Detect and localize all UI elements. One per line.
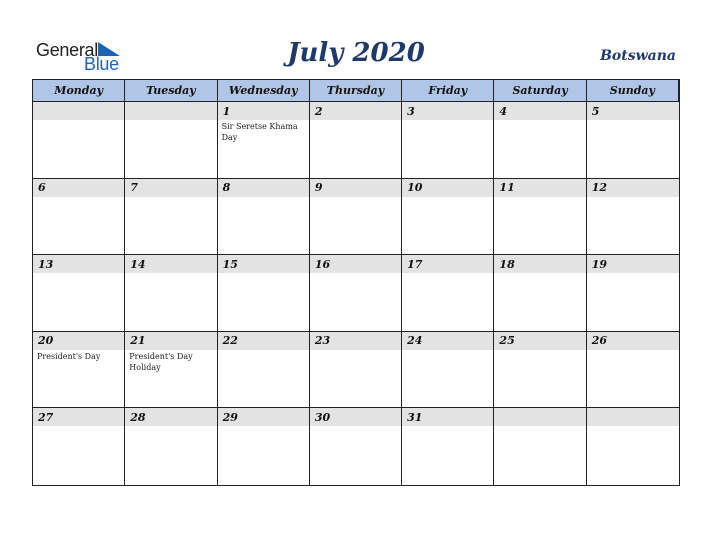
- country-name: Botswana: [600, 48, 676, 64]
- day-number-band: [218, 255, 309, 273]
- day-number: 4: [499, 104, 508, 118]
- day-number: 9: [314, 181, 323, 195]
- day-cell: [402, 408, 494, 485]
- day-cell: [494, 255, 586, 332]
- day-number-band: [33, 332, 124, 350]
- weekday-header-wednesday: Wednesday: [218, 80, 310, 102]
- weekday-header-friday: Friday: [402, 80, 494, 102]
- day-number-band: [587, 102, 679, 120]
- day-number: 5: [591, 104, 600, 118]
- day-number: 8: [222, 181, 231, 195]
- day-number-band: [494, 179, 585, 197]
- day-cell: [310, 408, 402, 485]
- day-number-band: [587, 408, 679, 426]
- day-cell: [125, 332, 217, 409]
- day-number-band: [402, 102, 493, 120]
- day-cell: [587, 255, 679, 332]
- day-number-band: [218, 332, 309, 350]
- day-cell: [494, 332, 586, 409]
- day-number: 21: [130, 334, 146, 348]
- day-cell: [33, 332, 125, 409]
- day-number: 2: [314, 104, 323, 118]
- day-number: 29: [222, 410, 238, 424]
- day-number-band: [587, 332, 679, 350]
- day-cell: [310, 255, 402, 332]
- day-number-band: [402, 255, 493, 273]
- day-number: 26: [591, 334, 608, 348]
- day-number: 10: [407, 181, 423, 195]
- day-cell: [402, 332, 494, 409]
- holiday-label: President's Day: [37, 351, 101, 361]
- day-number-band: [218, 102, 309, 120]
- day-number: 30: [314, 410, 331, 424]
- day-number: 11: [499, 181, 515, 195]
- day-number-band: [125, 102, 216, 120]
- logo-word-blue: Blue: [84, 54, 119, 74]
- day-number: 15: [222, 257, 238, 271]
- day-number-band: [494, 332, 585, 350]
- day-number: 6: [38, 181, 46, 195]
- day-number: 22: [222, 334, 238, 348]
- day-number-band: [494, 255, 585, 273]
- day-number: 18: [499, 257, 515, 271]
- day-number-band: [310, 102, 401, 120]
- day-cell: [218, 255, 310, 332]
- day-number-band: [402, 332, 493, 350]
- day-cell: [33, 408, 125, 485]
- day-number-band: [310, 179, 401, 197]
- weekday-header-monday: Monday: [33, 80, 125, 102]
- day-number-band: [587, 255, 679, 273]
- day-number: 3: [407, 104, 415, 118]
- weekday-header-sunday: Sunday: [587, 80, 679, 102]
- day-number-band: [402, 179, 493, 197]
- day-number: 25: [499, 334, 515, 348]
- day-number-band: [33, 408, 124, 426]
- day-number: 27: [38, 410, 54, 424]
- day-cell: [310, 332, 402, 409]
- day-cell: [218, 179, 310, 256]
- day-number-band: [33, 102, 124, 120]
- day-cell: [402, 255, 494, 332]
- day-cell: [310, 102, 402, 179]
- day-cell: [125, 179, 217, 256]
- day-cell: [218, 408, 310, 485]
- day-number: 28: [130, 410, 146, 424]
- weekday-header-saturday: Saturday: [494, 80, 586, 102]
- day-number-band: [494, 102, 585, 120]
- logo-word-general: General: [36, 40, 98, 60]
- day-number: 24: [407, 334, 423, 348]
- day-number: 16: [314, 257, 331, 271]
- day-number-band: [494, 408, 585, 426]
- day-cell: [402, 102, 494, 179]
- calendar-grid: [32, 79, 680, 486]
- day-number: 19: [591, 257, 608, 271]
- day-number-band: [402, 408, 493, 426]
- day-number-band: [125, 408, 216, 426]
- day-number-band: [587, 179, 679, 197]
- day-cell: [494, 102, 586, 179]
- day-cell: [587, 332, 679, 409]
- day-cell: [587, 102, 679, 179]
- day-number: 12: [591, 181, 608, 195]
- day-number-band: [125, 255, 216, 273]
- day-number: 7: [130, 181, 138, 195]
- day-number-band: [33, 179, 124, 197]
- day-cell: [587, 408, 679, 485]
- day-number-band: [310, 408, 401, 426]
- day-number-band: [218, 179, 309, 197]
- day-cell: [33, 255, 125, 332]
- month-title: July 2020: [287, 38, 425, 68]
- day-number: 13: [38, 257, 54, 271]
- day-cell: [33, 102, 125, 179]
- day-cell: [218, 102, 310, 179]
- weekday-header-thursday: Thursday: [310, 80, 402, 102]
- day-number-band: [310, 332, 401, 350]
- day-cell: [125, 102, 217, 179]
- day-number: 14: [130, 257, 146, 271]
- weekday-header-tuesday: Tuesday: [125, 80, 217, 102]
- holiday-label: Sir Seretse Khama Day: [221, 122, 298, 142]
- day-number: 1: [222, 104, 231, 118]
- day-number: 23: [314, 334, 331, 348]
- day-number-band: [218, 408, 309, 426]
- day-number-band: [33, 255, 124, 273]
- day-cell: [494, 408, 586, 485]
- day-number-band: [310, 255, 401, 273]
- day-cell: [310, 179, 402, 256]
- day-cell: [587, 179, 679, 256]
- day-cell: [218, 332, 310, 409]
- day-cell: [402, 179, 494, 256]
- day-number: 20: [38, 334, 54, 348]
- day-cell: [494, 179, 586, 256]
- day-number-band: [125, 332, 216, 350]
- day-cell: [125, 408, 217, 485]
- day-number-band: [125, 179, 216, 197]
- holiday-label: President's Day Holiday: [129, 351, 193, 372]
- day-cell: [125, 255, 217, 332]
- day-cell: [33, 179, 125, 256]
- day-number: 31: [407, 410, 423, 424]
- day-number: 17: [407, 257, 423, 271]
